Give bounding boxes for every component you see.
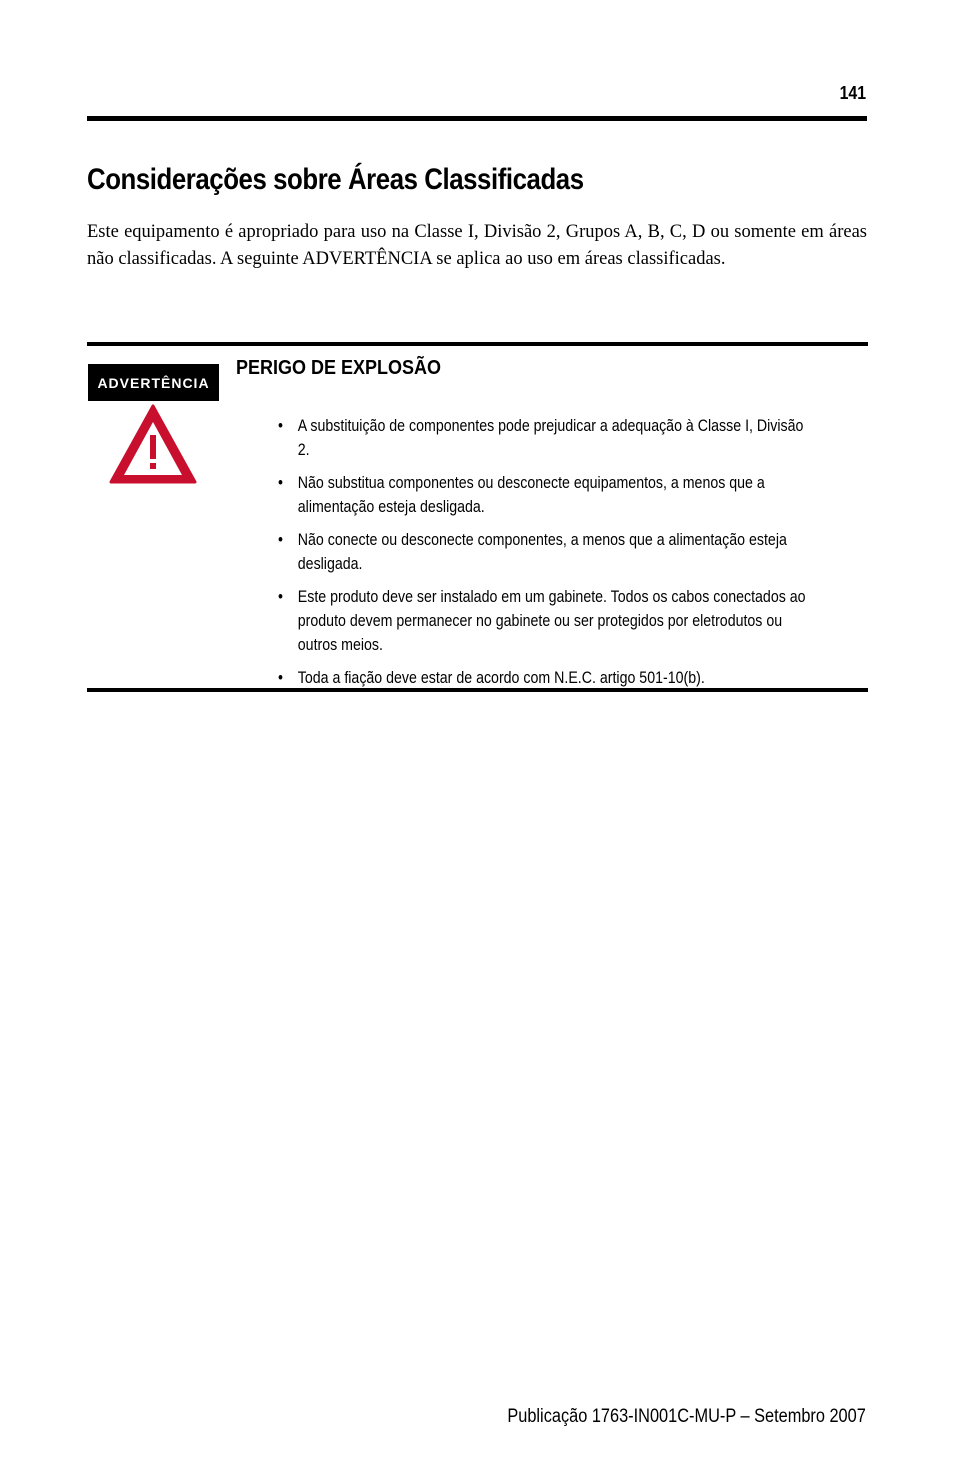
bullet-icon: •	[278, 588, 283, 606]
warning-top-rule	[87, 342, 868, 346]
warning-bottom-rule	[87, 688, 868, 692]
bullet-icon: •	[278, 669, 283, 687]
list-item	[278, 528, 811, 576]
intro-paragraph: Este equipamento é apropriado para uso na Classe I, Divisão 2, Grupos A, B, C, D ou somente em áreas não classificadas. A seguinte ADVERTÊNCIA se aplica ao uso em áreas classificadas.	[87, 222, 867, 269]
list-item	[278, 414, 811, 462]
list-item	[278, 585, 811, 657]
list-item-text: Toda a fiação deve estar de acordo com N.E.C. artigo 501-10(b).	[297, 669, 705, 687]
list-item-text: Não conecte ou desconecte componentes, a menos que a alimentação esteja desligada.	[297, 531, 787, 573]
list-item	[278, 471, 811, 519]
list-item-text: A substituição de componentes pode prejudicar a adequação à Classe I, Divisão 2.	[297, 417, 804, 459]
list-item-text: Este produto deve ser instalado em um gabinete. Todos os cabos conectados ao produto devem permanecer no gabinete ou ser protegidos por eletrodutos ou outros meios.	[297, 588, 806, 654]
bullet-icon: •	[278, 531, 283, 549]
section-title: Considerações sobre Áreas Classificadas	[87, 163, 584, 196]
list-item-text: Não substitua componentes ou desconecte equipamentos, a menos que a alimentação esteja desligada.	[297, 474, 765, 516]
bullet-icon: •	[278, 417, 283, 435]
warning-heading: PERIGO DE EXPLOSÃO	[236, 357, 442, 379]
page-number: 141	[839, 83, 866, 103]
list-item	[278, 666, 811, 690]
warning-badge: ADVERTÊNCIA	[88, 364, 219, 401]
header-rule	[87, 116, 867, 121]
warning-triangle-icon	[109, 403, 197, 485]
warning-list	[278, 414, 898, 699]
publication-footer: Publicação 1763-IN001C-MU-P – Setembro 2007	[507, 1406, 866, 1427]
bullet-icon: •	[278, 474, 283, 492]
